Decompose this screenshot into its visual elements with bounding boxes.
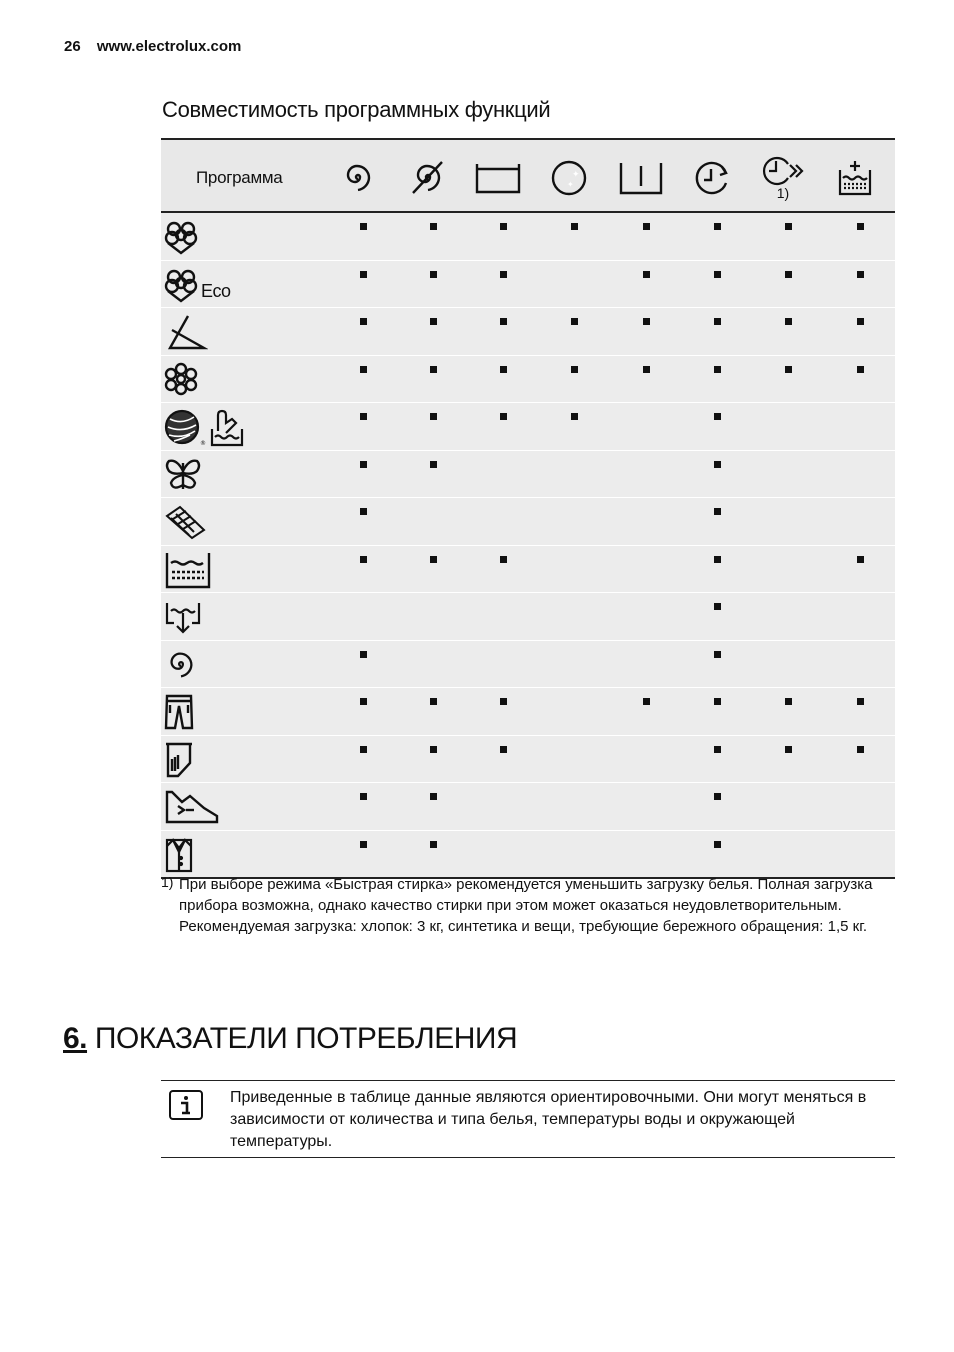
chapter-heading bbox=[63, 1022, 517, 1056]
svg-text:®: ® bbox=[200, 440, 206, 447]
compatibility-mark bbox=[428, 698, 438, 705]
mark-square bbox=[857, 698, 864, 705]
compatibility-mark bbox=[428, 271, 438, 278]
mark-square bbox=[360, 698, 367, 705]
table-row bbox=[161, 498, 895, 546]
compatibility-mark bbox=[428, 556, 438, 563]
info-box bbox=[161, 1080, 895, 1158]
compatibility-mark bbox=[569, 413, 579, 420]
mark-square bbox=[360, 413, 367, 420]
mark-square bbox=[360, 556, 367, 563]
table-row bbox=[161, 213, 895, 261]
compatibility-mark bbox=[498, 698, 508, 705]
mark-square bbox=[430, 413, 437, 420]
mark-square bbox=[785, 698, 792, 705]
rinse-hold-icon bbox=[468, 140, 528, 215]
compatibility-mark bbox=[855, 746, 865, 753]
footnote-text: При выборе режима «Быстрая стирка» рекомендуется уменьшить загрузку белья. Полная загрузка прибора возможна, однако качество стирки при этом может оказаться неудовлетворительным. Рекомендуемая загрузка: хлопок: 3 кг, синтетика и вещи, требующие бережного обращения: 1,5 кг. bbox=[179, 876, 873, 935]
mark-square bbox=[360, 508, 367, 515]
mark-square bbox=[360, 746, 367, 753]
mark-square bbox=[500, 366, 507, 373]
compatibility-mark bbox=[498, 366, 508, 373]
mark-square bbox=[500, 746, 507, 753]
mark-square bbox=[643, 318, 650, 325]
mark-square bbox=[430, 556, 437, 563]
compatibility-mark bbox=[855, 698, 865, 705]
compatibility-mark bbox=[641, 271, 651, 278]
mark-square bbox=[360, 271, 367, 278]
compatibility-mark bbox=[428, 793, 438, 800]
compatibility-mark bbox=[569, 223, 579, 230]
silk-icon bbox=[164, 457, 202, 493]
compatibility-mark bbox=[498, 556, 508, 563]
delicates-icon bbox=[164, 362, 198, 398]
compatibility-mark bbox=[428, 841, 438, 848]
compatibility-mark bbox=[712, 793, 722, 800]
compatibility-mark bbox=[641, 318, 651, 325]
compatibility-mark bbox=[712, 461, 722, 468]
compatibility-mark bbox=[428, 223, 438, 230]
sport-shoes-icon bbox=[164, 789, 220, 825]
mark-square bbox=[643, 271, 650, 278]
mark-square bbox=[714, 366, 721, 373]
compatibility-mark bbox=[428, 413, 438, 420]
mark-square bbox=[500, 413, 507, 420]
mark-square bbox=[785, 746, 792, 753]
mark-square bbox=[500, 318, 507, 325]
drain-icon bbox=[164, 599, 202, 635]
compatibility-mark bbox=[783, 318, 793, 325]
compatibility-mark bbox=[783, 366, 793, 373]
mark-square bbox=[714, 603, 721, 610]
compatibility-mark bbox=[358, 746, 368, 753]
mark-square bbox=[714, 793, 721, 800]
table-body bbox=[161, 213, 895, 879]
prewash-icon bbox=[825, 140, 885, 215]
table-row bbox=[161, 356, 895, 404]
compatibility-mark bbox=[712, 841, 722, 848]
compatibility-mark bbox=[712, 651, 722, 658]
mark-square bbox=[571, 318, 578, 325]
mark-square bbox=[785, 366, 792, 373]
compatibility-mark bbox=[855, 223, 865, 230]
compatibility-mark bbox=[358, 651, 368, 658]
mark-square bbox=[360, 318, 367, 325]
info-icon bbox=[168, 1089, 204, 1126]
compatibility-mark bbox=[712, 413, 722, 420]
compatibility-mark bbox=[712, 746, 722, 753]
compatibility-mark bbox=[569, 366, 579, 373]
compatibility-mark bbox=[498, 318, 508, 325]
mark-square bbox=[571, 223, 578, 230]
compatibility-mark bbox=[428, 461, 438, 468]
section-title: Совместимость программных функций bbox=[162, 97, 551, 122]
compatibility-mark bbox=[428, 746, 438, 753]
compatibility-mark bbox=[712, 271, 722, 278]
compatibility-mark bbox=[428, 366, 438, 373]
mark-square bbox=[360, 651, 367, 658]
mark-square bbox=[500, 698, 507, 705]
compatibility-mark bbox=[498, 746, 508, 753]
svg-text:✦: ✦ bbox=[567, 179, 574, 189]
compatibility-mark bbox=[712, 366, 722, 373]
mark-square bbox=[430, 698, 437, 705]
mark-square bbox=[643, 223, 650, 230]
mark-square bbox=[500, 271, 507, 278]
compatibility-mark bbox=[428, 318, 438, 325]
compatibility-mark bbox=[783, 746, 793, 753]
table-row bbox=[161, 451, 895, 499]
mark-square bbox=[571, 413, 578, 420]
footnote bbox=[161, 874, 891, 937]
mark-square bbox=[714, 318, 721, 325]
mark-square bbox=[785, 271, 792, 278]
chapter-number: 6. bbox=[63, 1022, 88, 1055]
compatibility-mark bbox=[641, 366, 651, 373]
table-row bbox=[161, 261, 895, 309]
compatibility-mark bbox=[358, 318, 368, 325]
compatibility-mark bbox=[358, 841, 368, 848]
blanket-icon bbox=[164, 504, 206, 540]
compatibility-mark bbox=[358, 223, 368, 230]
spin-program-icon bbox=[164, 647, 198, 683]
mark-square bbox=[857, 556, 864, 563]
page-number: 26 bbox=[64, 38, 81, 55]
mark-square bbox=[714, 508, 721, 515]
no-spin-icon bbox=[398, 140, 458, 215]
mark-square bbox=[500, 556, 507, 563]
mark-square bbox=[714, 698, 721, 705]
mark-square bbox=[785, 318, 792, 325]
wool-handwash-icon bbox=[164, 409, 244, 445]
quick-wash-icon bbox=[753, 140, 813, 215]
synthetics-icon bbox=[164, 314, 208, 350]
compatibility-mark bbox=[855, 556, 865, 563]
mark-square bbox=[430, 366, 437, 373]
compatibility-mark bbox=[855, 318, 865, 325]
compatibility-mark bbox=[498, 271, 508, 278]
mark-square bbox=[714, 651, 721, 658]
mark-square bbox=[360, 223, 367, 230]
table-row bbox=[161, 641, 895, 689]
table-row bbox=[161, 688, 895, 736]
compatibility-mark bbox=[358, 461, 368, 468]
footnote-reference: 1) bbox=[776, 184, 790, 201]
mark-square bbox=[714, 223, 721, 230]
mark-square bbox=[571, 366, 578, 373]
mark-square bbox=[430, 746, 437, 753]
mark-square bbox=[500, 223, 507, 230]
program-label: Eco bbox=[201, 281, 231, 301]
mark-square bbox=[360, 793, 367, 800]
compatibility-mark bbox=[783, 698, 793, 705]
mark-square bbox=[430, 271, 437, 278]
spin-icon bbox=[328, 140, 388, 215]
compatibility-mark bbox=[358, 271, 368, 278]
mark-square bbox=[430, 461, 437, 468]
mark-square bbox=[714, 413, 721, 420]
night-cycle-icon bbox=[539, 140, 599, 215]
denim-icon bbox=[164, 694, 194, 730]
compatibility-mark bbox=[855, 366, 865, 373]
table-row bbox=[161, 783, 895, 831]
compatibility-mark bbox=[712, 223, 722, 230]
chapter-title: ПОКАЗАТЕЛИ ПОТРЕБЛЕНИЯ bbox=[94, 1022, 518, 1055]
mark-square bbox=[714, 461, 721, 468]
mark-square bbox=[360, 841, 367, 848]
delay-start-icon bbox=[682, 140, 742, 215]
table-header bbox=[161, 138, 895, 213]
mark-square bbox=[360, 461, 367, 468]
compatibility-mark bbox=[783, 271, 793, 278]
footnote-marker: 1) bbox=[161, 874, 174, 890]
compatibility-mark bbox=[358, 698, 368, 705]
table-row bbox=[161, 736, 895, 784]
compatibility-mark bbox=[498, 223, 508, 230]
compatibility-mark bbox=[855, 271, 865, 278]
table-row bbox=[161, 593, 895, 641]
compatibility-mark bbox=[712, 698, 722, 705]
compatibility-mark bbox=[641, 223, 651, 230]
mark-square bbox=[714, 841, 721, 848]
mark-square bbox=[643, 698, 650, 705]
mark-square bbox=[430, 841, 437, 848]
mark-square bbox=[714, 271, 721, 278]
table-row bbox=[161, 831, 895, 880]
compatibility-mark bbox=[358, 413, 368, 420]
mark-square bbox=[360, 366, 367, 373]
compatibility-mark bbox=[712, 318, 722, 325]
compatibility-mark bbox=[358, 793, 368, 800]
extra-rinse-icon bbox=[611, 140, 671, 215]
mark-square bbox=[430, 318, 437, 325]
compatibility-mark bbox=[712, 603, 722, 610]
shirts-icon bbox=[164, 837, 194, 873]
compatibility-mark bbox=[498, 413, 508, 420]
compatibility-mark bbox=[641, 698, 651, 705]
program-column-label: Программа bbox=[196, 168, 283, 187]
table-row bbox=[161, 308, 895, 356]
table-row bbox=[161, 546, 895, 594]
mark-square bbox=[714, 746, 721, 753]
mark-square bbox=[430, 223, 437, 230]
svg-text:✦: ✦ bbox=[572, 169, 580, 180]
compatibility-mark bbox=[358, 508, 368, 515]
compatibility-mark bbox=[569, 318, 579, 325]
mark-square bbox=[430, 793, 437, 800]
page-header bbox=[64, 38, 241, 55]
cotton-eco-icon bbox=[164, 267, 231, 303]
compatibility-mark bbox=[712, 556, 722, 563]
compatibility-mark bbox=[358, 366, 368, 373]
mark-square bbox=[857, 318, 864, 325]
compatibility-table bbox=[161, 138, 895, 879]
compatibility-mark bbox=[783, 223, 793, 230]
mark-square bbox=[857, 746, 864, 753]
mark-square bbox=[857, 271, 864, 278]
mark-square bbox=[857, 223, 864, 230]
curtains-icon bbox=[164, 742, 194, 778]
mark-square bbox=[643, 366, 650, 373]
info-text: Приведенные в таблице данные являются ориентировочными. Они могут меняться в зависимости от количества и типа белья, температуры воды и окружающей температуры. bbox=[230, 1089, 867, 1150]
compatibility-mark bbox=[712, 508, 722, 515]
table-row bbox=[161, 403, 895, 451]
compatibility-mark bbox=[358, 556, 368, 563]
site-url[interactable]: www.electrolux.com bbox=[96, 38, 242, 55]
cotton-icon bbox=[164, 219, 198, 255]
mark-square bbox=[785, 223, 792, 230]
mark-square bbox=[714, 556, 721, 563]
mark-square bbox=[857, 366, 864, 373]
rinse-icon bbox=[164, 552, 212, 588]
